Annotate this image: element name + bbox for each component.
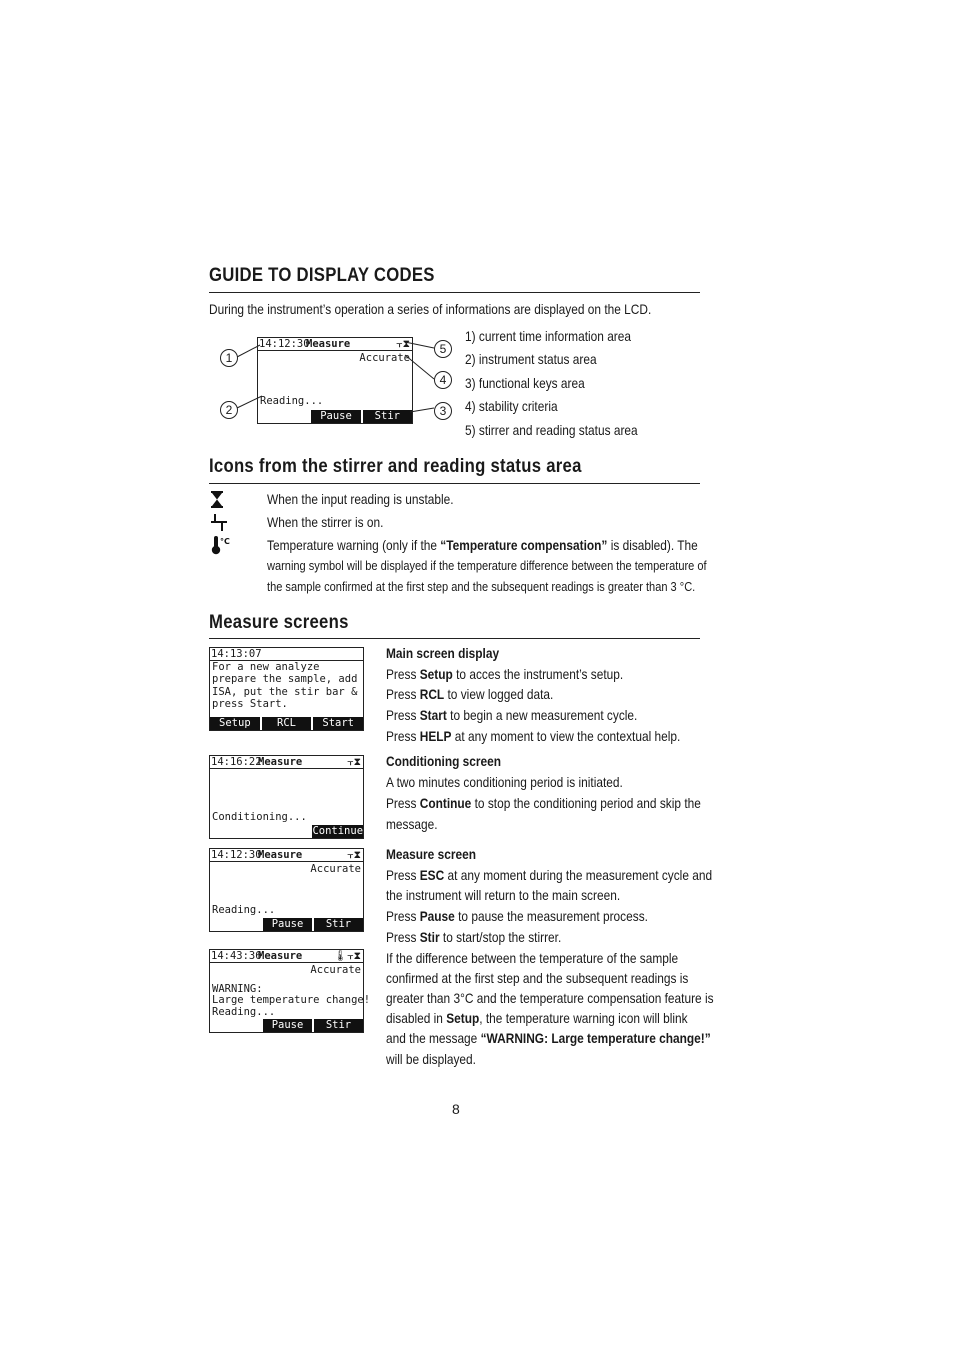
- thermometer-stirrer-hourglass-icon: 🌡⫟⧗: [333, 950, 361, 962]
- callout-4: 4: [434, 371, 452, 389]
- stirrer-hourglass-icon: ⫟⧗: [347, 849, 361, 861]
- lcd-time: 14:43:36: [211, 950, 262, 962]
- lcd-line: For a new analyze: [212, 661, 320, 673]
- lcd-line: press Start.: [212, 698, 288, 710]
- section-title-guide: GUIDE TO DISPLAY CODES: [209, 265, 435, 286]
- measure-line: Press ESC at any moment during the measurement cycle and: [386, 867, 713, 883]
- callout-1: 1: [220, 349, 238, 367]
- lcd-status: Accurate: [359, 352, 410, 364]
- lcd-conditioning-screen: [209, 755, 364, 839]
- measure-line: will be displayed.: [386, 1051, 476, 1067]
- lcd-title: Measure: [258, 950, 303, 962]
- lcd-fkey-pause: Pause: [263, 1019, 312, 1032]
- measure-heading: Measure screen: [386, 846, 476, 862]
- lcd-line: Reading...: [212, 904, 276, 916]
- callout-2: 2: [220, 401, 238, 419]
- legend-3: 3) functional keys area: [465, 375, 585, 391]
- lcd-time: 14:12:30: [259, 338, 310, 350]
- stirrer-icon: [210, 514, 228, 531]
- measure-line: disabled in Setup, the temperature warning icon will blink: [386, 1010, 688, 1026]
- icon-desc-temp-line2: warning symbol will be displayed if the temperature difference between the temperature of: [267, 558, 707, 573]
- main-screen-line: Press Setup to acces the instrument’s setup.: [386, 666, 624, 682]
- conditioning-line: A two minutes conditioning period is initiated.: [386, 774, 623, 790]
- lcd-title: Measure: [258, 849, 303, 861]
- lcd-line: prepare the sample, add: [212, 673, 358, 685]
- temp-unit-label: °C: [220, 537, 230, 546]
- lcd-line: Large temperature change!: [212, 994, 371, 1006]
- callout-3: 3: [434, 402, 452, 420]
- measure-line: confirmed at the first step and the subsequent readings is: [386, 970, 689, 986]
- page-number: 8: [452, 1101, 460, 1117]
- legend-4: 4) stability criteria: [465, 398, 558, 414]
- lcd-fkey-continue: Continue: [312, 825, 364, 837]
- legend-2: 2) instrument status area: [465, 351, 597, 367]
- stirrer-hourglass-icon: ⫟⧗: [396, 338, 410, 350]
- lcd-fkey-stir: Stir: [314, 1019, 363, 1032]
- thermometer-icon: [210, 536, 232, 555]
- hourglass-icon: [210, 491, 224, 508]
- lcd-main-screen: [209, 647, 364, 731]
- measure-line: Press Stir to start/stop the stirrer.: [386, 929, 562, 945]
- conditioning-heading: Conditioning screen: [386, 753, 502, 769]
- lcd-time: 14:13:07: [211, 648, 262, 660]
- lcd-warning-screen: [209, 949, 371, 1033]
- divider: [209, 292, 700, 293]
- lcd-line: ISA, put the stir bar &: [212, 686, 358, 698]
- conditioning-line: message.: [386, 816, 438, 832]
- lcd-line: Reading...: [212, 1006, 276, 1018]
- divider: [209, 483, 700, 484]
- lcd-title: Measure: [306, 338, 351, 350]
- lcd-status: Accurate: [310, 863, 361, 875]
- lcd-measure-screen: [209, 848, 364, 932]
- lcd-time: 14:16:22: [211, 756, 262, 768]
- lcd-fkey-rcl: RCL: [262, 717, 312, 730]
- measure-line: Press Pause to pause the measurement process.: [386, 908, 648, 924]
- stirrer-hourglass-icon: ⫟⧗: [347, 756, 361, 768]
- callout-5: 5: [434, 340, 452, 358]
- lcd-line: Conditioning...: [212, 811, 307, 823]
- lcd-reading: Reading...: [260, 395, 324, 407]
- section-title-icons: Icons from the stirrer and reading status area: [209, 456, 582, 477]
- lcd-time: 14:12:30: [211, 849, 262, 861]
- legend-5: 5) stirrer and reading status area: [465, 422, 638, 438]
- lcd-fkey-stir: Stir: [314, 918, 363, 931]
- icon-desc-stirrer: When the stirrer is on.: [267, 514, 384, 530]
- lcd-line: WARNING:: [212, 983, 263, 995]
- lcd-title: Measure: [258, 756, 303, 768]
- main-screen-line: Press Start to begin a new measurement cycle.: [386, 707, 638, 723]
- main-screen-heading: Main screen display: [386, 645, 500, 661]
- lcd-fkey-setup: Setup: [210, 717, 260, 730]
- icon-desc-temp-line3: the sample confirmed at the first step and the subsequent readings is greater than 3 °C.: [267, 579, 696, 594]
- section-title-measure: Measure screens: [209, 612, 349, 633]
- divider: [209, 638, 700, 639]
- main-screen-line: Press HELP at any moment to view the contextual help.: [386, 728, 681, 744]
- measure-line: the instrument will return to the main screen.: [386, 887, 621, 903]
- main-screen-line: Press RCL to view logged data.: [386, 686, 554, 702]
- lcd-fkey-stir: Stir: [363, 410, 412, 423]
- callout-lines: [200, 330, 460, 430]
- conditioning-line: Press Continue to stop the conditioning period and skip the: [386, 795, 701, 811]
- measure-line: and the message “WARNING: Large temperature change!”: [386, 1030, 711, 1046]
- lcd-fkey-start: Start: [313, 717, 363, 730]
- legend-1: 1) current time information area: [465, 328, 632, 344]
- lcd-fkey-pause: Pause: [311, 410, 360, 423]
- measure-line: greater than 3°C and the temperature compensation feature is: [386, 990, 714, 1006]
- measure-line: If the difference between the temperature of the sample: [386, 950, 679, 966]
- lcd-status: Accurate: [310, 964, 361, 976]
- icon-desc-temp-line1: Temperature warning (only if the “Temperature compensation” is disabled). The: [267, 537, 698, 553]
- icon-desc-unstable: When the input reading is unstable.: [267, 491, 454, 507]
- lcd-fkey-pause: Pause: [263, 918, 312, 931]
- intro-text: During the instrument’s operation a series of informations are displayed on the LCD.: [209, 301, 652, 317]
